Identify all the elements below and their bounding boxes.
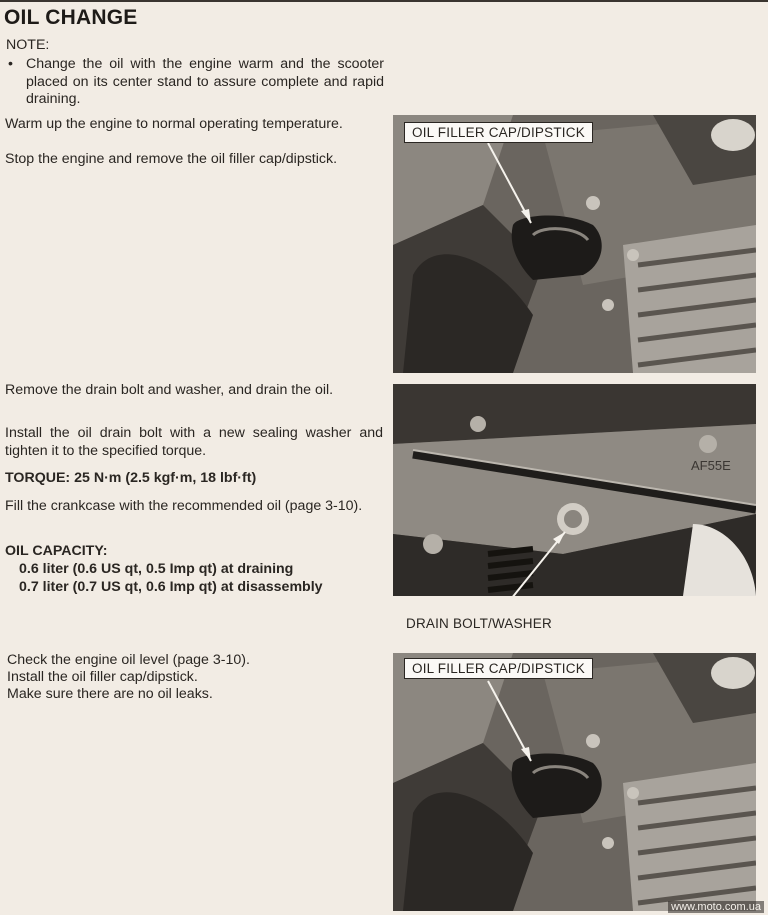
step-fill-crankcase: Fill the crankcase with the recommended oil (page 3-10). <box>5 498 363 514</box>
page-title: OIL CHANGE <box>4 6 138 29</box>
watermark: www.moto.com.ua <box>668 901 764 913</box>
step-check-leaks: Make sure there are no oil leaks. <box>7 686 213 702</box>
figure-oil-filler-cap-photo <box>393 115 756 373</box>
fig3-label: OIL FILLER CAP/DIPSTICK <box>404 658 593 679</box>
note-bullet-text: Change the oil with the engine warm and the scooter placed on its center stand to assure complete and rapid draining. <box>26 56 384 107</box>
figure-drain-bolt-photo <box>393 384 756 596</box>
note-label: NOTE: <box>6 37 50 53</box>
step-stop-engine: Stop the engine and remove the oil filler cap/dipstick. <box>5 151 338 167</box>
step-install-cap: Install the oil filler cap/dipstick. <box>7 669 198 685</box>
bullet-dot-icon: • <box>8 56 13 72</box>
figure-oil-filler-cap-photo-2 <box>393 653 756 911</box>
oil-capacity-label: OIL CAPACITY: <box>5 543 108 559</box>
torque-spec: TORQUE: 25 N·m (2.5 kgf·m, 18 lbf·ft) <box>5 470 257 486</box>
step-install-drain-bolt: Install the oil drain bolt with a new sealing washer and tighten it to the specified torque. <box>5 425 383 459</box>
fig2-label: DRAIN BOLT/WASHER <box>406 616 552 631</box>
note-bullet <box>8 56 384 109</box>
step-check-level: Check the engine oil level (page 3-10). <box>7 652 250 668</box>
fig2-engine-stamp: AF55E <box>691 458 731 473</box>
oil-capacity-draining: 0.6 liter (0.6 US qt, 0.5 Imp qt) at draining <box>19 561 294 577</box>
step-warm-up: Warm up the engine to normal operating temperature. <box>5 116 343 132</box>
step-remove-drain-bolt: Remove the drain bolt and washer, and drain the oil. <box>5 382 334 398</box>
fig1-label: OIL FILLER CAP/DIPSTICK <box>404 122 593 143</box>
oil-capacity-disassembly: 0.7 liter (0.7 US qt, 0.6 Imp qt) at disassembly <box>19 579 323 595</box>
top-rule <box>0 0 768 2</box>
